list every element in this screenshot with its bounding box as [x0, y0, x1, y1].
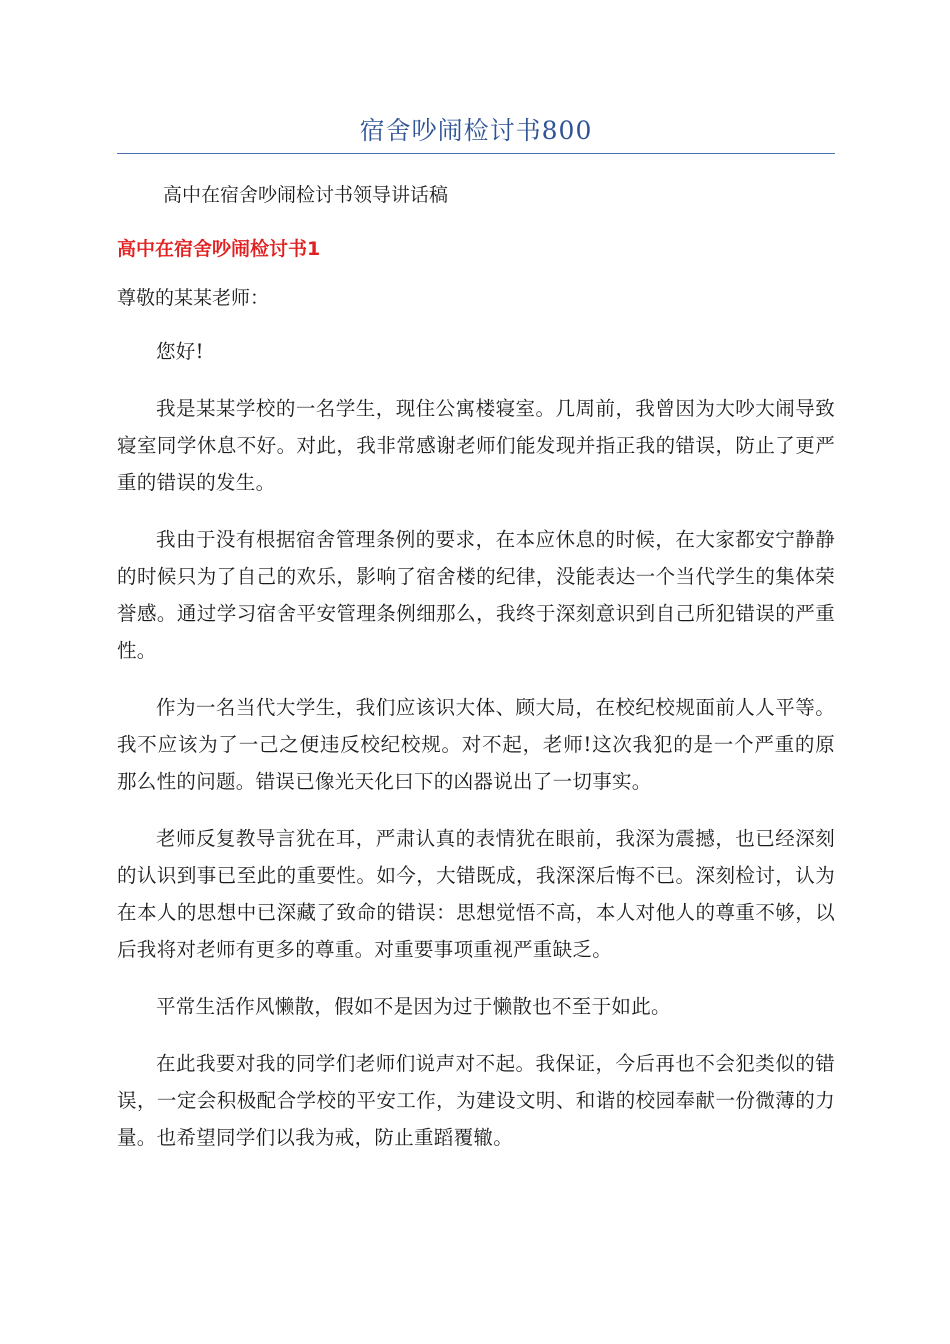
salutation: 尊敬的某某老师： [117, 287, 270, 309]
document-title: 宿舍吵闹检讨书800 [359, 116, 593, 145]
paragraph: 老师反复教导言犹在耳，严肃认真的表情犹在眼前，我深为震撼，也已经深刻的认识到事已至此的重要性。如今，大错既成，我深深后悔不已。深刻检讨，认为在本人的思想中已深藏了致命的错误：思想觉悟不高，本人对他人的尊重不够，以后我将对老师有更多的尊重。对重要事项重视严重缺乏。 [117, 827, 835, 961]
title-divider [117, 153, 835, 154]
paragraph-greeting: 您好! [156, 340, 204, 363]
letter-body [117, 333, 835, 1176]
section-heading: 高中在宿舍吵闹检讨书1 [117, 238, 321, 260]
paragraph: 我是某某学校的一名学生，现住公寓楼寝室。几周前，我曾因为大吵大闹导致寝室同学休息不好。对此，我非常感谢老师们能发现并指正我的错误，防止了更严重的错误的发生。 [117, 397, 835, 494]
paragraph: 在此我要对我的同学们老师们说声对不起。我保证，今后再也不会犯类似的错误，一定会积极配合学校的平安工作，为建设文明、和谐的校园奉献一份微薄的力量。也希望同学们以我为戒，防止重蹈覆辙。 [117, 1052, 835, 1149]
paragraph: 作为一名当代大学生，我们应该识大体、顾大局，在校纪校规面前人人平等。我不应该为了一己之便违反校纪校规。对不起，老师!这次我犯的是一个严重的原那么性的问题。错误已像光天化曰下的凶器说出了一切事实。 [117, 696, 835, 793]
paragraph: 我由于没有根据宿舍管理条例的要求，在本应休息的时候，在大家都安宁静静的时候只为了自己的欢乐，影响了宿舍楼的纪律，没能表达一个当代学生的集体荣誉感。通过学习宿舍平安管理条例细那么，我终于深刻意识到自己所犯错误的严重性。 [117, 528, 835, 662]
paragraph: 平常生活作风懒散，假如不是因为过于懒散也不至于如此。 [156, 995, 671, 1018]
document-subtitle: 高中在宿舍吵闹检讨书领导讲话稿 [163, 184, 449, 206]
